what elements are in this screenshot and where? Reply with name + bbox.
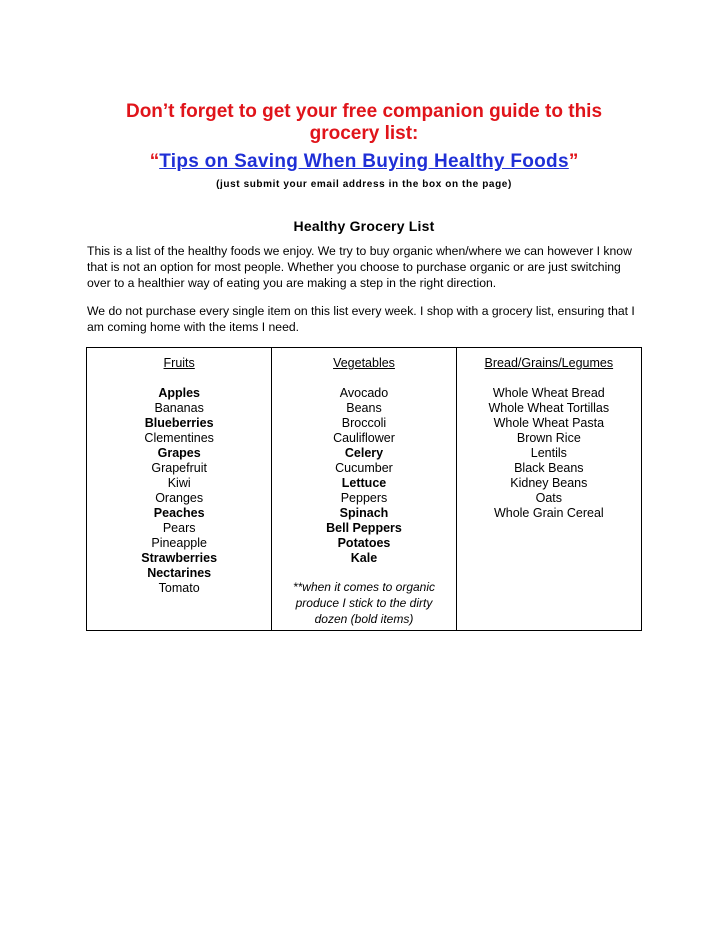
list-item: Whole Wheat Pasta	[493, 416, 605, 430]
list-item: Tomato	[158, 581, 200, 595]
list-item: Peppers	[340, 491, 388, 505]
list-item: Avocado	[339, 386, 389, 400]
bread-grains-legumes-column	[456, 348, 641, 630]
list-item: Whole Wheat Bread	[492, 386, 605, 400]
quote-open: “	[149, 151, 160, 172]
guide-link[interactable]: Tips on Saving When Buying Healthy Foods	[159, 151, 569, 172]
promo-line-2: grocery list:	[309, 123, 419, 144]
list-item: Broccoli	[341, 416, 387, 430]
promo-guide-title	[60, 150, 668, 174]
list-item: Oats	[535, 491, 563, 505]
fruits-column	[87, 348, 271, 630]
list-item: Peaches	[153, 506, 205, 520]
list-item: Whole Grain Cereal	[493, 506, 604, 520]
list-item: Lentils	[530, 446, 567, 460]
list-item: Lettuce	[341, 476, 387, 490]
organic-note: **when it comes to organic produce I stick to the dirty dozen (bold items)	[292, 580, 436, 626]
list-item: Clementines	[144, 431, 214, 445]
promo-note: (just submit your email address in the box on the page)	[216, 179, 512, 190]
list-item: Oranges	[155, 491, 204, 505]
promo-heading	[60, 101, 668, 145]
list-item: Blueberries	[144, 416, 214, 430]
list-item: Bell Peppers	[326, 521, 402, 535]
bread-grains-legumes-list	[457, 386, 641, 521]
list-item: Grapefruit	[151, 461, 207, 475]
list-item: Apples	[158, 386, 200, 400]
list-item: Celery	[344, 446, 384, 460]
list-item: Bananas	[154, 401, 204, 415]
quote-close: ”	[568, 151, 579, 172]
list-item: Spinach	[339, 506, 389, 520]
fruits-list	[87, 386, 271, 596]
list-item: Strawberries	[141, 551, 218, 565]
list-item: Beans	[346, 401, 382, 415]
column-header-vegetables: Vegetables	[333, 356, 395, 370]
list-item: Kiwi	[167, 476, 191, 490]
list-item: Pineapple	[151, 536, 207, 550]
intro-paragraph-1: This is a list of the healthy foods we enjoy. We try to buy organic when/where we can however I know that is not an option for most people. Whether you choose to purchase organic or are just switching over to a healthier way of eating you are making a step in the right direction.	[87, 244, 632, 290]
intro-paragraph-2: We do not purchase every single item on this list every week. I shop with a grocery list, ensuring that I am coming home with the items I need.	[87, 304, 635, 334]
list-item: Kidney Beans	[510, 476, 588, 490]
list-item: Kale	[350, 551, 378, 565]
list-item: Cucumber	[335, 461, 393, 475]
grocery-table	[86, 347, 642, 631]
list-item: Cauliflower	[333, 431, 395, 445]
list-item: Potatoes	[337, 536, 391, 550]
list-item: Whole Wheat Tortillas	[488, 401, 610, 415]
column-header-bread-grains-legumes: Bread/Grains/Legumes	[484, 356, 614, 370]
promo-line-1: Don’t forget to get your free companion guide to this	[125, 101, 603, 122]
list-item: Nectarines	[147, 566, 212, 580]
page-title: Healthy Grocery List	[293, 218, 435, 234]
list-item: Pears	[162, 521, 196, 535]
vegetables-list	[272, 386, 455, 566]
list-item: Black Beans	[514, 461, 584, 475]
list-item: Grapes	[157, 446, 201, 460]
list-item: Brown Rice	[516, 431, 581, 445]
vegetables-column	[271, 348, 455, 630]
column-header-fruits: Fruits	[163, 356, 195, 370]
